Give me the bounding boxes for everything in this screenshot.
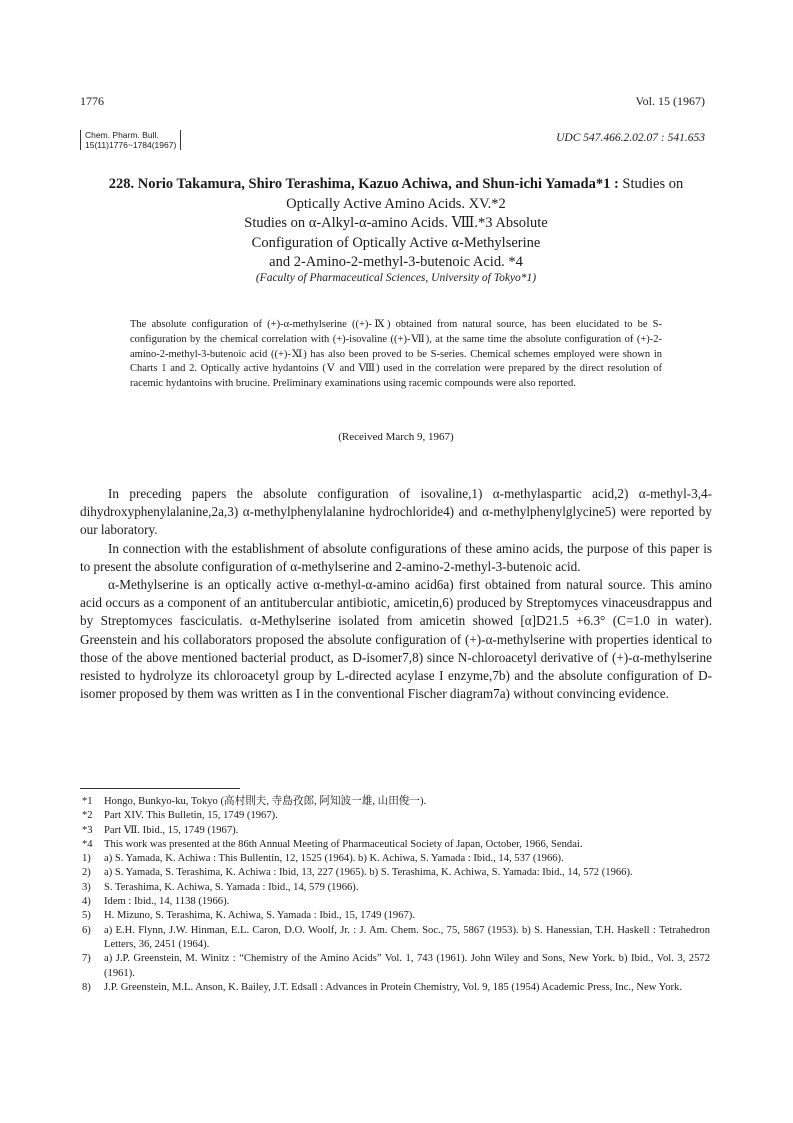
page-number: 1776 <box>80 94 104 108</box>
reference <box>80 909 710 923</box>
footnote-mark: *4 <box>82 838 93 850</box>
reference-number: 4) <box>82 896 91 908</box>
reference-text: a) S. Yamada, S. Terashima, K. Achiwa : Ibid, 13, 227 (1965). b) S. Terashima, K. Achiwa, S. Yamada: Ibid., 14, 572 (1966). <box>104 867 633 879</box>
reference-number: 8) <box>82 981 91 993</box>
reference <box>80 881 710 895</box>
footnote-text: This work was presented at the 86th Annual Meeting of Pharmaceutical Society of Japan, October, 1966, Sendai. <box>104 838 583 850</box>
reference-number: 1) <box>82 853 91 865</box>
reference <box>80 952 710 981</box>
footnote <box>80 809 710 823</box>
title-line-1-rest: Studies on Optically Active Amino Acids. XV.*2 <box>286 176 684 212</box>
citation-line-1: Chem. Pharm. Bull. <box>85 130 159 140</box>
title-line-3: Configuration of Optically Active α-Methylserine <box>251 234 541 251</box>
received-date: (Received March 9, 1967) <box>338 431 454 443</box>
footnote-text: Hongo, Bunkyo-ku, Tokyo (高村則夫, 寺島孜郎, 阿知波一雄, 山田俊一). <box>104 796 427 807</box>
reference <box>80 852 710 866</box>
footnote-text: Part Ⅶ. Ibid., 15, 1749 (1967). <box>104 824 239 836</box>
footnote <box>80 795 710 809</box>
footnote-text: Part XIV. This Bulletin, 15, 1749 (1967). <box>104 810 278 822</box>
reference <box>80 924 710 953</box>
reference-number: 6) <box>82 924 91 936</box>
footnote-mark: *1 <box>82 796 93 807</box>
reference <box>80 895 710 909</box>
reference-text: a) J.P. Greenstein, M. Winitz : “Chemistry of the Amino Acids” Vol. 1, 743 (1961). John Wiley and Sons, New York. b) Ibid., Vol. 3, 2572 (1961). <box>104 953 710 979</box>
body-paragraph-1: In preceding papers the absolute configuration of isovaline,1) α-methylaspartic acid,2) α-methyl-3,4-dihydroxyphenylalanine,2a,3) α-methylphenylalanine hydrochloride4) and α-methylphenylglycine5) were reported by our laboratory. <box>80 486 712 538</box>
title-authors: 228. Norio Takamura, Shiro Terashima, Kazuo Achiwa, and Shun-ichi Yamada*1 : <box>108 176 619 192</box>
reference-number: 3) <box>82 881 91 893</box>
title-line-4: and 2-Amino-2-methyl-3-butenoic Acid. *4 <box>269 254 523 270</box>
title-line-1 <box>80 175 712 214</box>
affiliation: (Faculty of Pharmaceutical Sciences, University of Tokyo*1) <box>255 272 537 284</box>
reference-text: Idem : Ibid., 14, 1138 (1966). <box>104 896 230 908</box>
reference-number: 2) <box>82 867 91 879</box>
reference-text: a) E.H. Flynn, J.W. Hinman, E.L. Caron, D.O. Woolf, Jr. : J. Am. Chem. Soc., 75, 5867 (1953). b) S. Hanessian, T.H. Haskell : Tetrahedron Letters, 36, 2451 (1964). <box>104 924 710 950</box>
body-paragraph-3: α-Methylserine is an optically active α-methyl-α-amino acid6a) first obtained from natural source. This amino acid occurs as a component of an antitubercular antibiotic, amicetin,6) produced by Streptomyces vinaceusdrappus and by Streptomyces fasciculatis. α-Methylserine isolated from amicetin showed [α]D21.5 +6.3° (C=1.0 in water). Greenstein and his collaborators proposed the absolute configuration of (+)-α-methylserine with properties identical to those of the above mentioned bacterial product, as D-isomer7,8) since N-chloroacetyl derivative of (+)-α-methylserine resisted to hydrolyze its chloroacetyl group by L-directed acylase I enzyme,7b) and the absolute configuration of D-isomer proposed by them was written as I in the conventional Fischer diagram7a) without convincing evidence. <box>80 577 712 702</box>
reference-number: 7) <box>82 953 91 965</box>
footnote-mark: *3 <box>82 824 93 836</box>
footnote <box>80 824 710 838</box>
abstract: The absolute configuration of (+)-α-methylserine ((+)-Ⅸ) obtained from natural source, has been elucidated to be S-configuration by the chemical correlation with (+)-isovaline ((+)-Ⅶ), at the same time the absolute configuration of (+)-2-amino-2-methyl-3-butenoic acid ((+)-Ⅺ) has also been proved to be S-series. Chemical schemes employed were shown in Charts 1 and 2. Optically active hydantoins (Ⅴ and Ⅷ) used in the correlation were prepared by the direct resolution of racemic hydantoins with brucine. Preliminary examinations using racemic compounds were also reported. <box>130 319 662 390</box>
reference-text: H. Mizuno, S. Terashima, K. Achiwa, S. Yamada : Ibid., 15, 1749 (1967). <box>104 910 415 922</box>
reference <box>80 981 710 995</box>
footnote-mark: *2 <box>82 810 93 822</box>
body-text <box>80 485 712 703</box>
paper-title <box>80 175 712 273</box>
body-paragraph-2: In connection with the establishment of absolute configurations of these amino acids, the purpose of this paper is to present the absolute configuration of α-methylserine and 2-amino-2-methyl-3-butenoic acid. <box>80 540 712 574</box>
reference-number: 5) <box>82 910 91 922</box>
udc-code: UDC 547.466.2.02.07 : 541.653 <box>556 132 705 144</box>
reference-text: S. Terashima, K. Achiwa, S. Yamada : Ibid., 14, 579 (1966). <box>104 881 359 893</box>
volume-label: Vol. 15 (1967) <box>635 94 705 108</box>
reference-text: a) S. Yamada, K. Achiwa : This Bullentin, 12, 1525 (1964). b) K. Achiwa, S. Yamada : Ibid., 14, 537 (1966). <box>104 853 564 865</box>
reference <box>80 866 710 880</box>
journal-citation <box>80 130 181 150</box>
footnote-rule <box>80 788 240 789</box>
footnote <box>80 838 710 852</box>
citation-line-2: 15(11)1776~1784(1967) <box>85 140 177 150</box>
reference-text: J.P. Greenstein, M.L. Anson, K. Bailey, J.T. Edsall : Advances in Protein Chemistry, Vol. 9, 185 (1954) Academic Press, Inc., New York. <box>104 981 682 993</box>
footnotes <box>80 795 710 995</box>
title-line-2: Studies on α-Alkyl-α-amino Acids. Ⅷ.*3 Absolute <box>244 215 548 231</box>
